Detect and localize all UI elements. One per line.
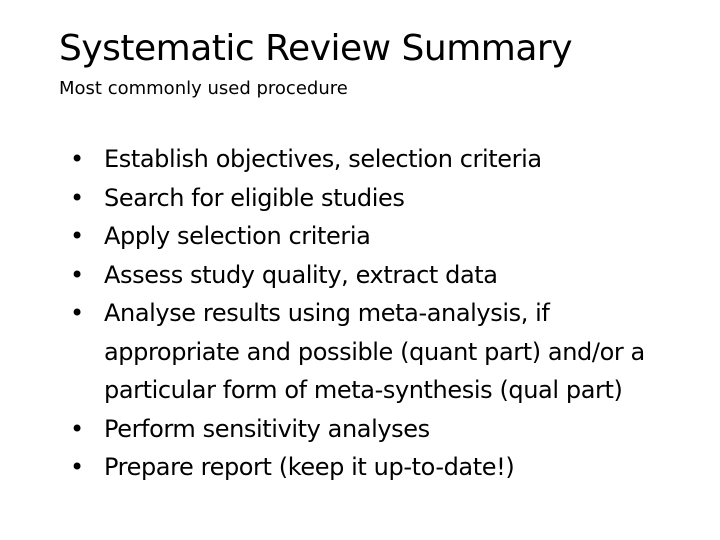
bullet-list: [70, 140, 690, 487]
bullet-text: Prepare report (keep it up-to-date!): [104, 453, 515, 481]
bullet-icon: •: [70, 222, 84, 250]
bullet-icon: •: [70, 183, 84, 212]
bullet-item: [70, 294, 690, 410]
bullet-text: Perform sensitivity analyses: [104, 414, 430, 443]
bullet-item: [70, 410, 690, 449]
bullet-item: [70, 140, 690, 179]
bullet-icon: •: [70, 260, 84, 289]
bullet-icon: •: [70, 453, 84, 481]
bullet-text: Establish objectives, selection criteria: [104, 145, 542, 173]
bullet-icon: •: [70, 145, 84, 173]
bullet-item: [70, 217, 690, 256]
bullet-icon: •: [70, 299, 84, 327]
slide-subtitle: Most commonly used procedure: [59, 78, 348, 99]
bullet-item: [70, 179, 690, 218]
bullet-text: Analyse results using meta-analysis, if appropriate and possible (quant part) and/or a particular form of meta-synthesis (qual part): [104, 299, 645, 404]
bullet-text: Search for eligible studies: [104, 183, 405, 212]
bullet-text: Apply selection criteria: [104, 222, 371, 250]
bullet-item: [70, 256, 690, 295]
slide-title: Systematic Review Summary: [59, 28, 573, 69]
bullet-text: Assess study quality, extract data: [104, 260, 498, 289]
bullet-item: [70, 448, 690, 487]
bullet-icon: •: [70, 414, 84, 443]
